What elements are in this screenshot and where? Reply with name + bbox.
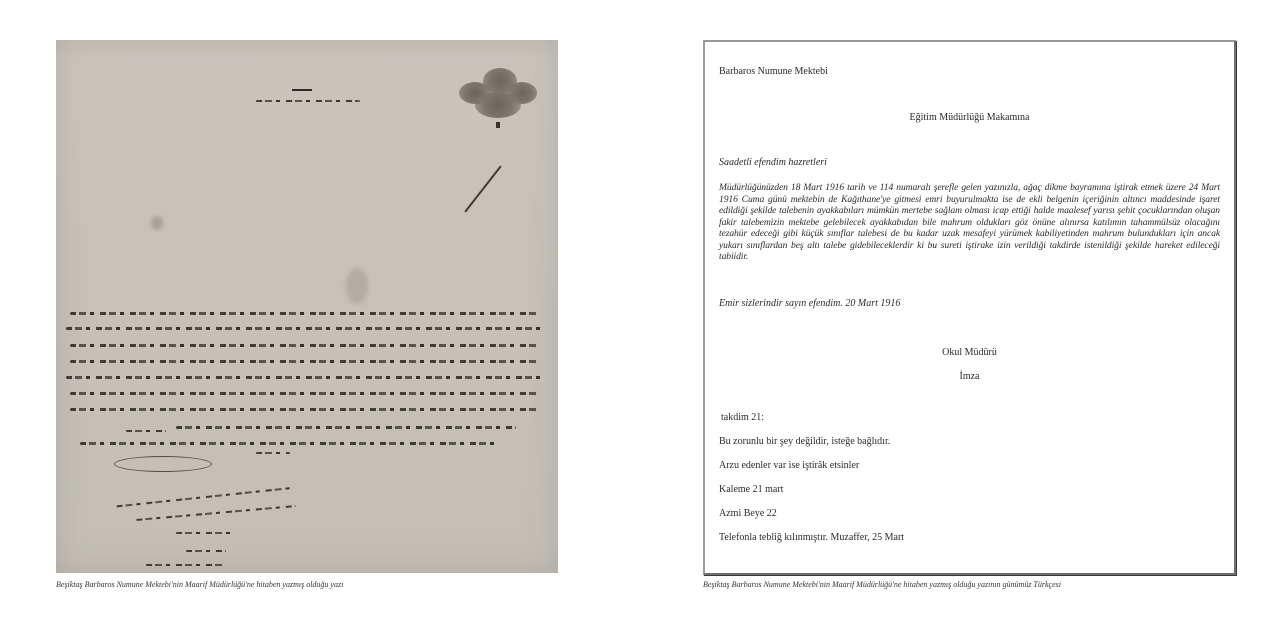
note-azmi-bey: Azmi Beye 22: [719, 508, 777, 519]
salutation: Saadetli efendim hazretleri: [719, 157, 827, 168]
transcription-caption: Beşiktaş Barbaros Numune Mektebi'nin Maarif Müdürlüğü'ne hitaben yazmış olduğu yazının günümüz Türkçesi: [703, 580, 1061, 589]
manuscript-header-mark: [292, 89, 312, 91]
tughra-emblem-icon: [459, 68, 537, 120]
transcription-document: [703, 40, 1236, 575]
school-name: Barbaros Numune Mektebi: [719, 66, 828, 77]
note-participation: Arzu edenler var ise iştirâk etsinler: [719, 460, 860, 471]
note-optional: Bu zorunlu bir şey değildir, isteğe bağlıdır.: [719, 436, 891, 447]
signatory-title: Okul Müdürü: [942, 347, 997, 358]
signature-label: İmza: [959, 371, 980, 382]
addressee-heading: Eğitim Müdürlüğü Makamına: [909, 112, 1030, 123]
manuscript-header-line: [256, 100, 360, 102]
manuscript-caption: Beşiktaş Barbaros Numune Mektebi'nin Maarif Müdürlüğü'ne hitaben yazmış olduğu yazı: [56, 580, 344, 589]
note-kaleme: Kaleme 21 mart: [719, 484, 784, 495]
manuscript-page-number: [496, 122, 500, 128]
manuscript-stain: [151, 216, 163, 230]
manuscript-stain: [346, 268, 368, 304]
letter-body: Müdürlüğünüzden 18 Mart 1916 tarih ve 114 numaralı şerefle gelen yazınızla, ağaç dikme bayramına iştirak etmek üzere 24 Mart 1916 Cuma günü mektebin de Kağıthane'ye gitmesi emri buyurulmakta ise de ekli belgenin içeriğinin altıncı maddesinde işaret edildiği şekilde talebenin ayakkabıları mümkün mertebe sağlam olması icap ettiği halde maalesef yarısı şehit çocuklarından oluşan fakir talebemizin mektebe gelebilecek ayakkabıdan bile mahrum oldukları göz önüne alınırsa katılımın tahammülsüz olacağını tezahür edeceği gibi küçük sınıflar talebesi de bu kadar uzak mesafeyi yürümek kabiliyetinden mahrum bulundukları için ancak yukarı sınıflardan beş altı talebe gidebileceklerdir ki bu sureti iştirake izin verildiği takdirde istenildiği şekilde hareket edileceği tabiidir.: [719, 182, 1220, 262]
letter-closing: Emir sizlerindir sayın efendim. 20 Mart 1916: [719, 298, 901, 309]
manuscript-signature: [114, 456, 212, 472]
manuscript-scan-image: [56, 40, 558, 573]
manuscript-marginal-note: [464, 166, 501, 213]
note-takdim: takdim 21:: [721, 412, 765, 423]
note-telephone: Telefonla tebliğ kılınmıştır. Muzaffer, 25 Mart: [719, 532, 905, 543]
